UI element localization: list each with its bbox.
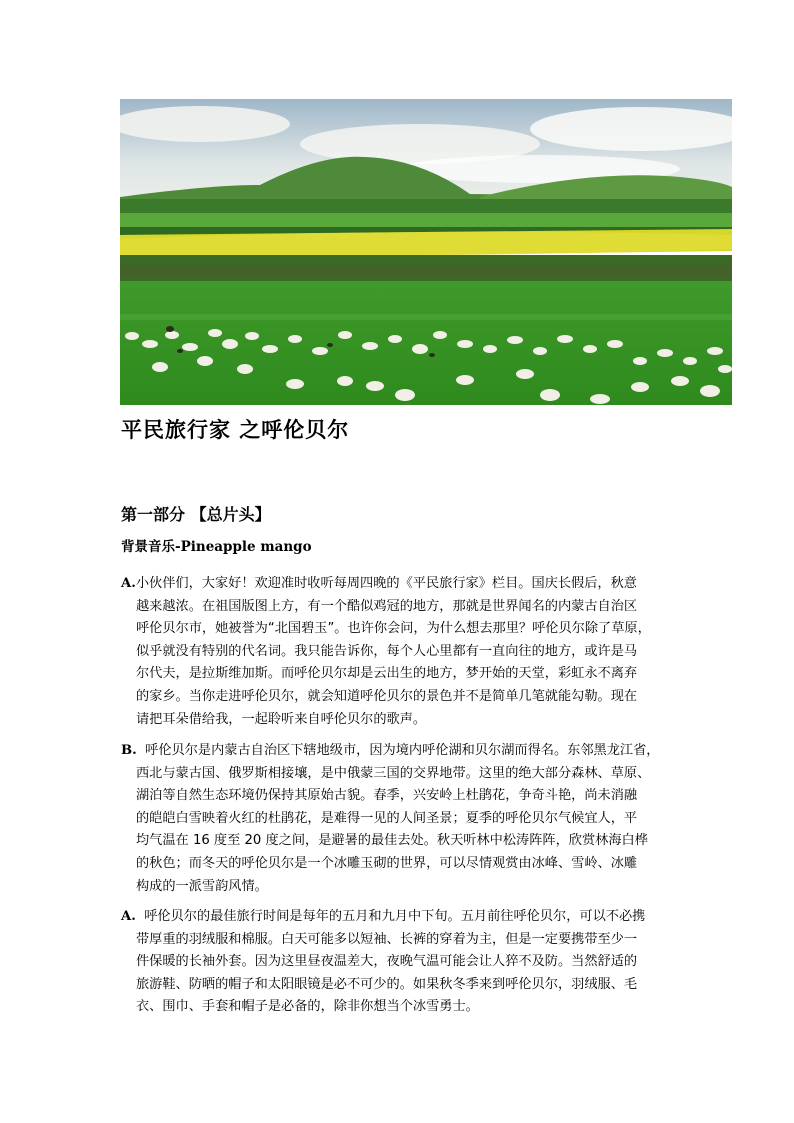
paragraph-line: 的皑皑白雪映着火红的杜鹃花，是难得一见的人间圣景；夏季的呼伦贝尔气候宜人，平	[136, 810, 638, 826]
paragraph-line: 似乎就没有特别的代名词。我只能告诉你，每个人心里都有一直向往的地方，或许是马	[136, 643, 638, 659]
paragraph-line: B. 呼伦贝尔是内蒙古自治区下辖地级市，因为境内呼伦湖和贝尔湖而得名。东邻黑龙江省，	[121, 743, 660, 758]
paragraph-line: 湖泊等自然生态环境仍保持其原始古貌。春季，兴安岭上杜鹃花，争奇斗艳，尚未消融	[136, 788, 638, 804]
paragraph-line: 呼伦贝尔市，她被誉为“北国碧玉”。也许你会问，为什么想去那里？呼伦贝尔除了草原，	[136, 621, 651, 637]
paragraph-line: 的秋色；而冬天的呼伦贝尔是一个冰雕玉砌的世界，可以尽情观赏由冰峰、雪岭、冰雕	[136, 855, 638, 871]
speaker-marker: A.	[121, 909, 136, 924]
paragraph-line: 构成的一派雪韵风情。	[136, 878, 268, 894]
paragraph-line: 请把耳朵借给我，一起聆听来自呼伦贝尔的歌声。	[136, 711, 427, 727]
paragraph-line: 件保暖的长袖外套。因为这里昼夜温差大，夜晚气温可能会让人猝不及防。当然舒适的	[136, 954, 638, 970]
paragraph-line: A.小伙伴们，大家好！欢迎准时收听每周四晚的《平民旅行家》栏目。国庆长假后，秋意	[121, 576, 637, 591]
paragraph-line: 带厚重的羽绒服和棉服。白天可能多以短袖、长裤的穿着为主，但是一定要携带至少一	[136, 931, 638, 947]
paragraph-line: 尔代夫，是拉斯维加斯。而呼伦贝尔却是云出生的地方，梦开始的天堂，彩虹永不离弃	[136, 666, 638, 682]
paragraph-a-travel-tips	[121, 906, 681, 1019]
speaker-marker: B.	[121, 743, 137, 758]
paragraph-a-intro	[121, 573, 681, 731]
grassland-photo	[120, 99, 732, 405]
paragraph-line: 的家乡。当你走进呼伦贝尔，就会知道呼伦贝尔的景色并不是简单几笔就能勾勒。现在	[136, 688, 638, 704]
speaker-marker: A.	[121, 576, 136, 591]
paragraph-line: 西北与蒙古国、俄罗斯相接壤，是中俄蒙三国的交界地带。这里的绝大部分森林、草原、	[136, 765, 651, 781]
paragraph-line: 均气温在 16 度至 20 度之间，是避暑的最佳去处。秋天听林中松涛阵阵，欣赏林海白桦	[136, 833, 648, 849]
paragraph-line: 衣、围巾、手套和帽子是必备的，除非你想当个冰雪勇士。	[136, 999, 479, 1015]
background-music-label: 背景音乐-Pineapple mango	[121, 539, 312, 555]
page-title: 平民旅行家 之呼伦贝尔	[121, 417, 350, 442]
section-heading: 第一部分 【总片头】	[121, 505, 271, 524]
hero-photo-grassland	[120, 99, 732, 405]
paragraph-line: 旅游鞋、防晒的帽子和太阳眼镜是必不可少的。如果秋冬季来到呼伦贝尔，羽绒服、毛	[136, 976, 638, 992]
paragraph-line: 越来越浓。在祖国版图上方，有一个酷似鸡冠的地方，那就是世界闻名的内蒙古自治区	[136, 598, 638, 614]
paragraph-b-overview	[121, 740, 681, 898]
paragraph-line: A. 呼伦贝尔的最佳旅行时间是每年的五月和九月中下旬。五月前往呼伦贝尔，可以不必携	[121, 909, 646, 924]
